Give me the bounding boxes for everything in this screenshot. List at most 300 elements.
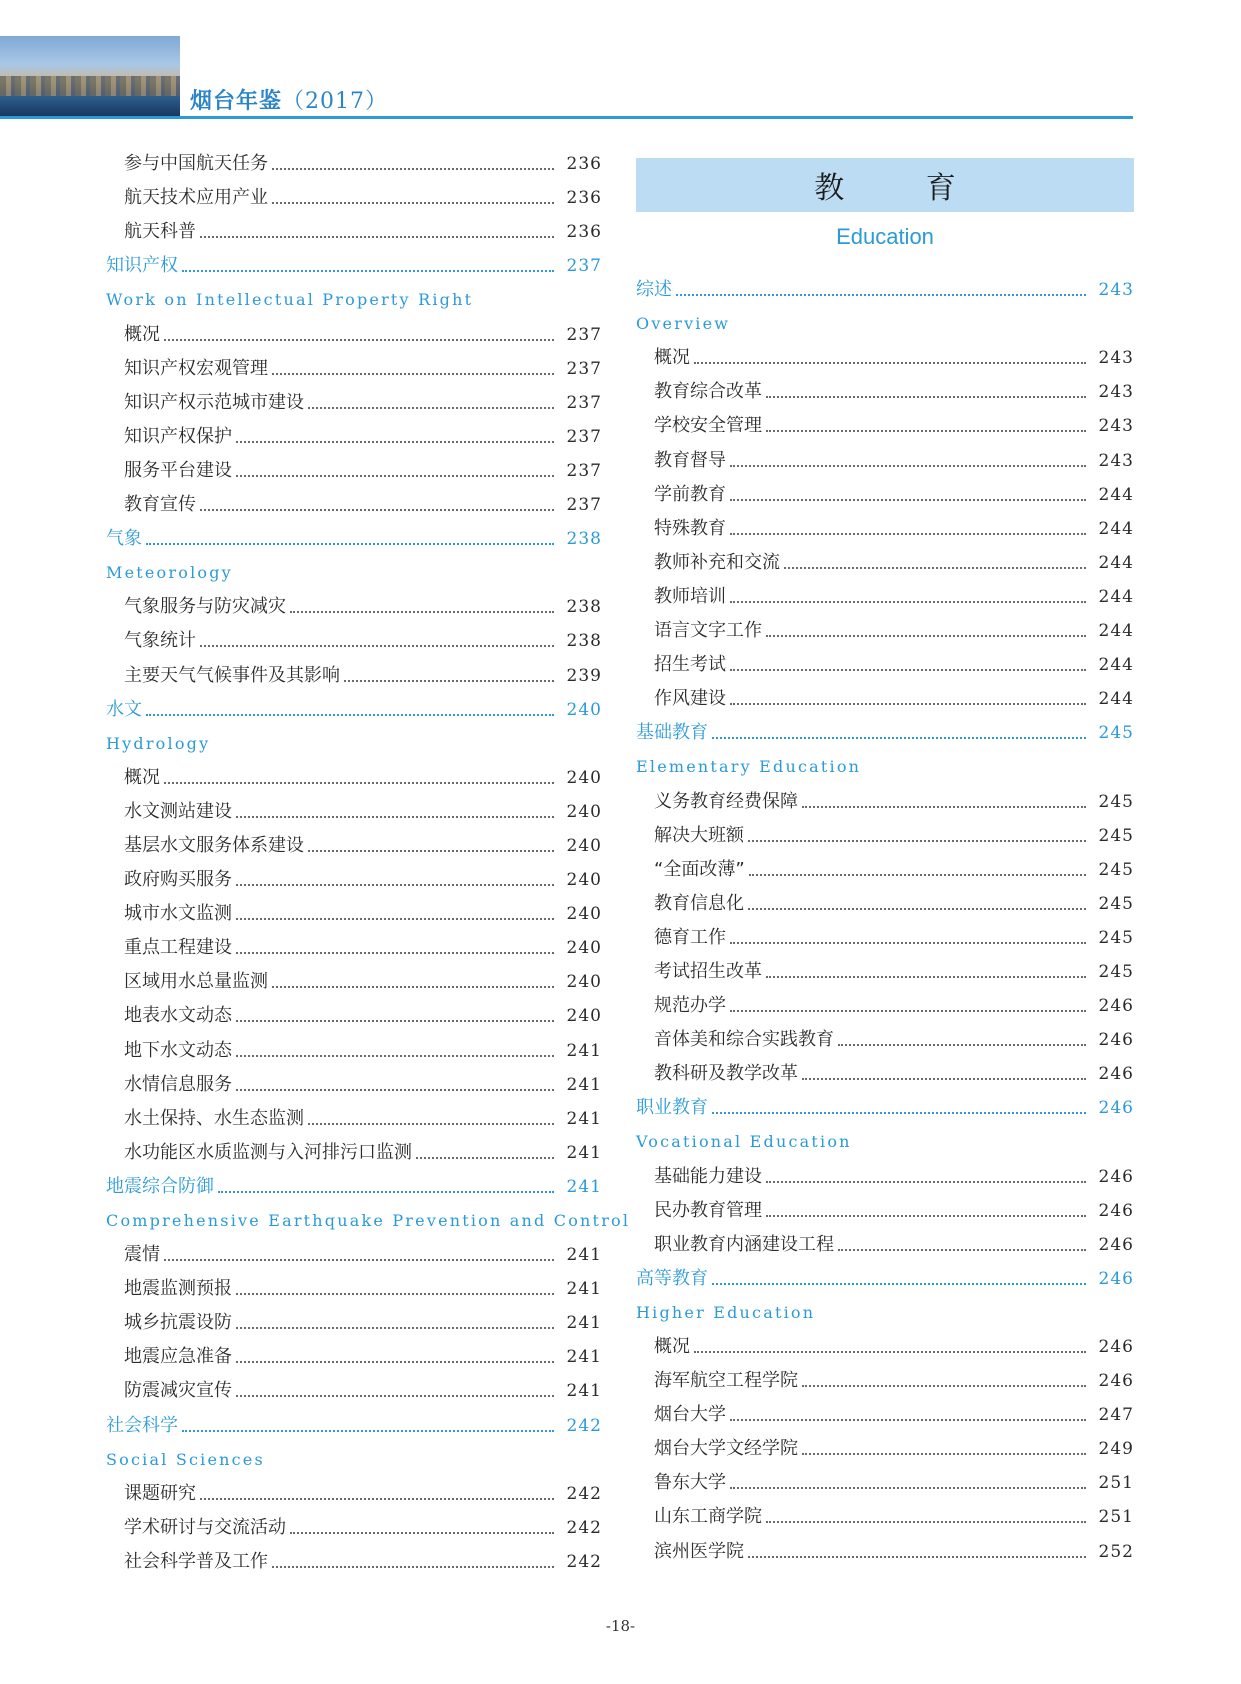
toc-section-entry[interactable] [106,517,602,551]
toc-entry[interactable] [106,1063,602,1097]
toc-entry-title: 学校安全管理 [654,415,762,437]
toc-entry-title: 教师补充和交流 [654,551,780,573]
toc-entry[interactable] [106,653,602,687]
toc-leader-dots [344,680,554,682]
toc-entry[interactable] [636,882,1134,916]
toc-entry-title: 基层水文服务体系建设 [124,834,304,856]
toc-leader-dots [182,270,554,272]
toc-page-number: 251 [1098,1507,1134,1528]
toc-page-number: 241 [566,1313,602,1334]
toc-leader-dots [766,976,1086,978]
toc-leader-dots [766,1181,1086,1183]
toc-entry[interactable] [106,824,602,858]
toc-page-number: 240 [566,699,602,720]
toc-page-number: 246 [1098,1371,1134,1392]
toc-page-number: 245 [1098,961,1134,982]
toc-entry-title: Overview [636,314,731,334]
toc-entry[interactable] [636,643,1134,677]
toc-leader-dots [290,1532,554,1534]
yearbook-title [190,84,388,115]
toc-page-number: 236 [566,222,602,243]
toc-page-number: 240 [566,767,602,788]
toc-leader-dots [730,533,1086,535]
toc-entry[interactable] [636,575,1134,609]
toc-page-number: 240 [566,972,602,993]
toc-leader-dots [730,669,1086,671]
toc-entry[interactable] [636,1189,1134,1223]
toc-leader-dots [236,1293,554,1295]
toc-leader-dots [164,1259,554,1261]
toc-entry[interactable] [636,541,1134,575]
toc-entry-title: 区域用水总量监测 [124,971,268,993]
toc-leader-dots [749,874,1086,876]
toc-entry[interactable] [636,336,1134,370]
toc-entry-title: 地震监测预报 [124,1278,232,1300]
toc-entry-title: 社会科学普及工作 [124,1550,268,1572]
toc-leader-dots [766,635,1086,637]
toc-section-english [106,722,602,756]
toc-page-number: 239 [566,665,602,686]
toc-leader-dots [236,1361,554,1363]
header-photo [0,36,180,118]
toc-entry-title: 语言文字工作 [654,620,762,642]
toc-page-number: 246 [1098,1064,1134,1085]
toc-entry[interactable] [636,370,1134,404]
toc-leader-dots [748,840,1086,842]
toc-entry-title: 知识产权宏观管理 [124,357,268,379]
toc-entry-title: “全面改薄” [654,858,745,880]
toc-leader-dots [164,339,554,341]
toc-page-number: 244 [1098,484,1134,505]
toc-entry-title: 高等教育 [636,1267,708,1289]
toc-leader-dots [712,1283,1086,1285]
toc-page-number: 245 [1098,927,1134,948]
toc-entry[interactable] [106,1472,602,1506]
toc-leader-dots [748,1556,1086,1558]
toc-page-number: 246 [1098,1268,1134,1289]
toc-entry-title: Hydrology [106,733,211,753]
header-photo-skyline [0,76,180,98]
toc-section-english [106,278,602,312]
toc-entry-title: 职业教育内涵建设工程 [654,1233,834,1255]
toc-entry-title: 烟台大学 [654,1404,726,1426]
toc-entry-title: 水文 [106,698,142,720]
toc-page-number: 241 [566,1040,602,1061]
toc-leader-dots [236,1395,554,1397]
toc-page-number: 244 [1098,552,1134,573]
toc-entry-title: Elementary Education [636,757,862,777]
toc-page-number: 237 [566,256,602,277]
toc-entry-title: 烟台大学文经学院 [654,1438,798,1460]
toc-leader-dots [766,1521,1086,1523]
toc-entry-title: 防震减灾宣传 [124,1380,232,1402]
toc-leader-dots [308,407,554,409]
toc-leader-dots [200,509,554,511]
toc-entry-title: 概况 [124,323,160,345]
toc-entry[interactable] [636,950,1134,984]
toc-entry-title: 地表水文动态 [124,1005,232,1027]
toc-entry-title: 课题研究 [124,1482,196,1504]
toc-page-number: 243 [1098,450,1134,471]
toc-leader-dots [694,1351,1086,1353]
toc-leader-dots [272,986,554,988]
toc-entry-title: 考试招生改革 [654,960,762,982]
toc-entry-title: 航天技术应用产业 [124,187,268,209]
toc-page-number: 241 [566,1176,602,1197]
toc-entry[interactable] [636,609,1134,643]
toc-leader-dots [182,1430,554,1432]
toc-entry-title: 基础教育 [636,722,708,744]
toc-leader-dots [200,236,554,238]
toc-page-number: 246 [1098,1166,1134,1187]
toc-entry-title: 重点工程建设 [124,937,232,959]
toc-page-number: 243 [1098,416,1134,437]
toc-entry[interactable] [106,1506,602,1540]
toc-entry[interactable] [636,1529,1134,1563]
toc-page-number: 240 [566,1006,602,1027]
toc-entry-title: Vocational Education [636,1132,852,1152]
toc-page-number: 244 [1098,586,1134,607]
toc-page-number: 245 [1098,723,1134,744]
toc-leader-dots [730,1487,1086,1489]
toc-entry-title: 教育综合改革 [654,381,762,403]
toc-page-number: 237 [566,495,602,516]
toc-page-number: 244 [1098,621,1134,642]
yearbook-year: （2017） [282,89,389,114]
toc-leader-dots [712,737,1086,739]
toc-entry[interactable] [106,1028,602,1062]
toc-page-number: 246 [1098,1337,1134,1357]
toc-section-entry[interactable] [636,1257,1134,1291]
toc-entry[interactable] [106,312,602,346]
toc-section-english [106,551,602,585]
toc-entry[interactable] [636,677,1134,711]
toc-page-number: 241 [566,1074,602,1095]
toc-page-number: 245 [1098,791,1134,812]
toc-leader-dots [236,1089,554,1091]
toc-page-number: 242 [566,1415,602,1436]
toc-entry-title: 震情 [124,1244,160,1266]
toc-entry-title: Higher Education [636,1302,816,1322]
toc-leader-dots [200,645,554,647]
toc-entry-title: 教育信息化 [654,892,744,914]
toc-entry-title: 概况 [654,1336,690,1357]
toc-page-number: 245 [1098,825,1134,846]
toc-entry[interactable] [106,1233,602,1267]
toc-entry[interactable] [636,916,1134,950]
toc-entry[interactable] [106,790,602,824]
toc-entry-title: 气象服务与防灾减灾 [124,596,286,618]
toc-page-number: 240 [566,801,602,822]
toc-entry[interactable] [636,404,1134,438]
toc-leader-dots [146,714,554,716]
toc-leader-dots [236,884,554,886]
toc-leader-dots [308,1123,554,1125]
toc-entry[interactable] [636,473,1134,507]
toc-page-number: 245 [1098,859,1134,880]
toc-entry-title: 水土保持、水生态监测 [124,1107,304,1129]
toc-leader-dots [802,1078,1086,1080]
toc-entry[interactable] [636,848,1134,882]
toc-page-number: 243 [1098,280,1134,301]
header-photo-water [0,96,180,118]
toc-entry-title: 参与中国航天任务 [124,153,268,175]
toc-right-column [636,142,1134,1564]
toc-entry-title: 城市水文监测 [124,903,232,925]
toc-page-number: 238 [566,631,602,652]
toc-leader-dots [676,294,1086,296]
toc-entry-title: 音体美和综合实践教育 [654,1029,834,1051]
toc-page-number: 236 [566,154,602,175]
toc-leader-dots [236,1327,554,1329]
toc-leader-dots [236,475,554,477]
toc-entry[interactable] [636,507,1134,541]
toc-entry[interactable] [106,585,602,619]
toc-leader-dots [290,611,554,613]
toc-entry[interactable] [636,1325,1134,1359]
toc-page-number: 241 [566,1108,602,1129]
toc-leader-dots [146,543,554,545]
toc-entry[interactable] [636,984,1134,1018]
toc-leader-dots [730,1419,1086,1421]
toc-entry[interactable] [106,1301,602,1335]
toc-leader-dots [766,1215,1086,1217]
toc-entry-title: 基础能力建设 [654,1165,762,1187]
toc-page-number: 244 [1098,518,1134,539]
toc-entry[interactable] [106,1131,602,1165]
toc-page-number: 246 [1098,1030,1134,1051]
toc-entry[interactable] [106,381,602,415]
toc-entry[interactable] [106,210,602,244]
toc-page-number: 247 [1098,1405,1134,1426]
toc-entry[interactable] [636,1461,1134,1495]
toc-page-number: 243 [1098,382,1134,403]
toc-leader-dots [838,1249,1086,1251]
toc-leader-dots [272,168,554,170]
toc-entry-title: 作风建设 [654,688,726,710]
toc-page-number: 252 [1098,1541,1134,1562]
toc-page-number: 242 [566,1483,602,1504]
toc-entry[interactable] [636,1018,1134,1052]
toc-entry-title: 教科研及教学改革 [654,1063,798,1085]
toc-section-entry[interactable] [636,268,1134,302]
toc-page-number: 243 [1098,348,1134,369]
toc-entry[interactable] [106,142,602,176]
toc-leader-dots [730,703,1086,705]
toc-leader-dots [694,362,1086,364]
toc-entry-title: 地下水文动态 [124,1039,232,1061]
header-rule [0,116,1133,119]
toc-entry-title: 招生考试 [654,654,726,676]
toc-page-number: 245 [1098,893,1134,914]
toc-entry[interactable] [106,449,602,483]
toc-page-number: 241 [566,1347,602,1368]
toc-entry-title: 鲁东大学 [654,1472,726,1494]
toc-page-number: 237 [566,324,602,345]
toc-entry-title: 航天科普 [124,221,196,243]
toc-entry[interactable] [106,1097,602,1131]
toc-entry-title: 规范办学 [654,995,726,1017]
toc-section-entry[interactable] [106,1403,602,1437]
toc-entry[interactable] [106,415,602,449]
toc-page-number: 238 [566,529,602,550]
toc-entry-title: 知识产权保护 [124,425,232,447]
toc-entry-title: 学术研讨与交流活动 [124,1516,286,1538]
toc-leader-dots [164,782,554,784]
toc-entry-title: 城乡抗震设防 [124,1312,232,1334]
toc-page-number: 237 [566,392,602,413]
toc-entry-title: 民办教育管理 [654,1199,762,1221]
toc-page-number: 237 [566,358,602,379]
toc-leader-dots [416,1157,554,1159]
toc-entry-title: 地震综合防御 [106,1175,214,1197]
yearbook-title-text: 烟台年鉴 [190,88,283,114]
toc-leader-dots [802,806,1086,808]
toc-entry[interactable] [636,1427,1134,1461]
toc-page-number: 237 [566,460,602,481]
toc-entry-title: Comprehensive Earthquake Prevention and Control [106,1211,631,1230]
toc-entry-title: 特殊教育 [654,517,726,539]
toc-leader-dots [236,441,554,443]
toc-entry[interactable] [636,779,1134,813]
toc-entry[interactable] [106,483,602,517]
toc-section-english [636,745,1134,779]
toc-entry-title: 山东工商学院 [654,1506,762,1528]
page-number: -18- [605,1617,636,1635]
toc-entry-title: 政府购买服务 [124,869,232,891]
toc-entry-title: 教师培训 [654,585,726,607]
toc-leader-dots [236,952,554,954]
toc-page-number: 249 [1098,1439,1134,1460]
toc-entry[interactable] [636,1393,1134,1427]
toc-section-entry[interactable] [106,244,602,278]
toc-entry-title: 综述 [636,279,672,301]
toc-leader-dots [784,567,1086,569]
toc-leader-dots [766,396,1086,398]
toc-entry[interactable] [636,1223,1134,1257]
toc-entry-title: 社会科学 [106,1414,178,1436]
toc-leader-dots [802,1385,1086,1387]
chapter-banner: 教 育 [636,158,1134,212]
toc-leader-dots [730,1010,1086,1012]
toc-section-english [636,302,1134,336]
toc-entry[interactable] [636,438,1134,472]
toc-leader-dots [272,202,554,204]
toc-section-entry[interactable] [636,1086,1134,1120]
toc-entry[interactable] [636,1495,1134,1529]
toc-page-number: 241 [566,1381,602,1402]
toc-entry-title: Social Sciences [106,1449,265,1469]
toc-entry[interactable] [106,1267,602,1301]
toc-entry-title: 气象统计 [124,630,196,652]
toc-leader-dots [272,373,554,375]
toc-leader-dots [218,1191,554,1193]
toc-page-number: 240 [566,870,602,891]
toc-entry-title: 概况 [654,347,690,369]
toc-entry-title: 服务平台建设 [124,459,232,481]
toc-page-number: 246 [1098,1098,1134,1119]
toc-leader-dots [236,816,554,818]
toc-section-english [636,1120,1134,1154]
toc-section-entry[interactable] [106,688,602,722]
toc-entry[interactable] [106,926,602,960]
toc-section-english [636,1291,1134,1325]
toc-leader-dots [308,850,554,852]
toc-leader-dots [272,1566,554,1568]
chapter-title-en: Education [836,224,934,249]
toc-entry-title: 知识产权 [106,255,178,277]
toc-entry-title: 义务教育经费保障 [654,790,798,812]
toc-entry[interactable] [636,1052,1134,1086]
toc-leader-dots [802,1453,1086,1455]
toc-entry-title: 职业教育 [636,1097,708,1119]
toc-entry-title: 教育督导 [654,449,726,471]
toc-page-number: 251 [1098,1473,1134,1494]
toc-page-number: 240 [566,938,602,959]
toc-page-number: 242 [566,1551,602,1572]
toc-page-number: 246 [1098,1234,1134,1255]
toc-entry[interactable] [106,960,602,994]
toc-entry[interactable] [106,756,602,790]
toc-entry-title: 滨州医学院 [654,1540,744,1562]
toc-leader-dots [730,499,1086,501]
toc-entry-title: 海军航空工程学院 [654,1370,798,1392]
toc-entry[interactable] [636,1154,1134,1188]
toc-page-number: 241 [566,1142,602,1163]
toc-page-number: 242 [566,1517,602,1538]
toc-entry[interactable] [636,1359,1134,1393]
toc-page-number: 246 [1098,996,1134,1017]
toc-page-number: 237 [566,426,602,447]
toc-entry[interactable] [106,619,602,653]
toc-leader-dots [712,1112,1086,1114]
toc-leader-dots [748,908,1086,910]
toc-entry[interactable] [636,814,1134,848]
toc-leader-dots [730,465,1086,467]
toc-leader-dots [236,1055,554,1057]
toc-page-number: 244 [1098,655,1134,676]
toc-page-number: 241 [566,1245,602,1266]
toc-section-english [106,1438,602,1472]
toc-entry-title: 主要天气气候事件及其影响 [124,664,340,686]
toc-entry[interactable] [106,1335,602,1369]
toc-entry-title: 知识产权示范城市建设 [124,391,304,413]
toc-entry[interactable] [106,1540,602,1574]
toc-page-number: 240 [566,904,602,925]
toc-entry[interactable] [106,858,602,892]
toc-page-number: 240 [566,835,602,856]
toc-entry-title: 水文测站建设 [124,800,232,822]
toc-leader-dots [236,1020,554,1022]
toc-entry-title: 德育工作 [654,926,726,948]
toc-section-entry[interactable] [106,1165,602,1199]
toc-entry[interactable] [106,994,602,1028]
toc-leader-dots [730,942,1086,944]
toc-entry-title: 解决大班额 [654,824,744,846]
toc-entry[interactable] [106,892,602,926]
toc-entry[interactable] [106,1369,602,1403]
toc-entry[interactable] [106,347,602,381]
toc-page-number: 241 [566,1279,602,1300]
toc-section-entry[interactable] [636,711,1134,745]
toc-entry-title: 教育宣传 [124,494,196,516]
toc-leader-dots [838,1044,1086,1046]
toc-leader-dots [236,918,554,920]
toc-entry[interactable] [106,176,602,210]
toc-entry-title: 学前教育 [654,483,726,505]
toc-leader-dots [730,601,1086,603]
toc-entry-title: 水情信息服务 [124,1073,232,1095]
